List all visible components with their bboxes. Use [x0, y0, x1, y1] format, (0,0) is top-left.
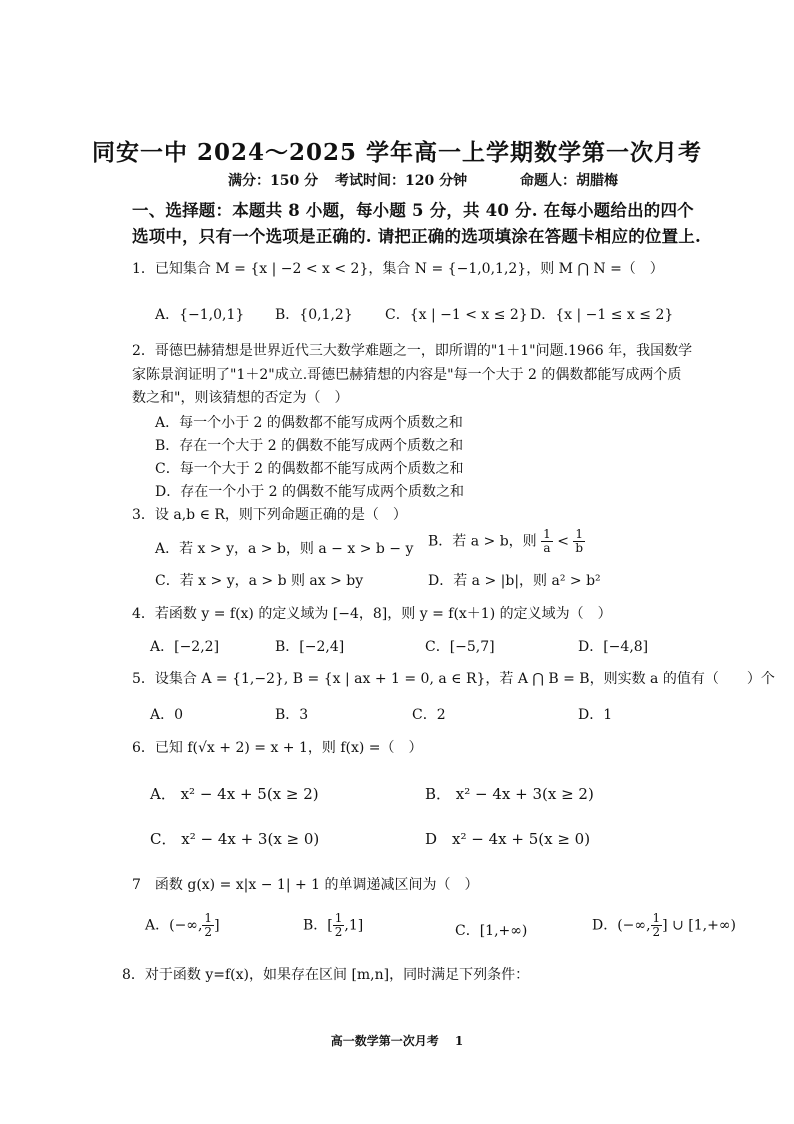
section-heading-line2: 选项中，只有一个选项是正确的. 请把正确的选项填涂在答题卡相应的位置上. — [132, 227, 701, 246]
q7-option-d-den: 2 — [652, 925, 661, 939]
q5-option-a: A．0 — [150, 707, 184, 723]
q5-option-c: C．2 — [412, 707, 446, 723]
exam-title: 同安一中 2024～2025 学年高一上学期数学第一次月考 — [91, 139, 703, 166]
q3-fraction-2-num: 1 — [575, 527, 584, 541]
q5-option-d: D．1 — [578, 707, 613, 723]
q3-fraction-1-num: 1 — [543, 527, 551, 541]
q3-option-b-text: B．若 a > b，则 — [428, 533, 537, 550]
q6-stem: 6．已知 f(√x + 2) = x + 1，则 f(x) =（ ） — [132, 740, 423, 756]
q6-option-b: B． x² − 4x + 3(x ≥ 2) — [425, 785, 594, 803]
q7-option-d — [592, 912, 736, 939]
q2-option-c: C．每一个大于 2 的偶数都不能写成两个质数之和 — [155, 461, 464, 477]
q8-stem: 8．对于函数 y=f(x)，如果存在区间 [m,n]，同时满足下列条件： — [122, 967, 530, 983]
q7-option-b-post: ,1] — [344, 917, 364, 934]
q4-option-a: A．[−2,2] — [150, 639, 220, 655]
q3-stem: 3．设 a,b ∈ R，则下列命题正确的是（ ） — [132, 507, 407, 523]
q3-fraction-1-den: a — [543, 541, 551, 555]
q7-option-b-num: 1 — [334, 911, 343, 925]
q7-option-a-den: 2 — [204, 925, 213, 939]
q7-option-b — [303, 912, 363, 939]
q7-option-a-post: ] — [214, 917, 220, 934]
q2-option-d: D．存在一个小于 2 的偶数不能写成两个质数之和 — [155, 484, 465, 500]
q7-option-b-den: 2 — [334, 925, 343, 939]
q2-stem-line1: 2．哥德巴赫猜想是世界近代三大数学难题之一，即所谓的"1＋1"问题.1966 年，我国数学 — [132, 343, 693, 359]
q3-option-b — [428, 528, 585, 555]
q3-fraction-2-den: b — [575, 541, 584, 555]
q2-option-b: B．存在一个大于 2 的偶数不能写成两个质数之和 — [155, 438, 464, 454]
q1-option-b: B．{0,1,2} — [275, 307, 353, 323]
q4-option-d: D．[−4,8] — [578, 639, 649, 655]
q2-stem-line2: 家陈景润证明了"1＋2"成立.哥德巴赫猜想的内容是"每一个大于 2 的偶数都能写成两个质 — [132, 367, 682, 383]
q3-option-d: D．若 a > |b|，则 a² > b² — [428, 573, 601, 589]
q7-option-d-num: 1 — [652, 911, 661, 925]
q6-option-a: A． x² − 4x + 5(x ≥ 2) — [150, 785, 319, 803]
q3-less-than: < — [557, 533, 569, 550]
q7-option-a-pre: A．(−∞, — [145, 917, 203, 934]
q5-stem: 5．设集合 A = {1,−2}, B = {x | ax + 1 = 0, a ∈ R}，若 A ⋂ B = B，则实数 a 的值有（ ）个 — [132, 671, 775, 687]
q5-option-b: B．3 — [275, 707, 309, 723]
q3-fraction-1 — [541, 528, 553, 555]
exam-time: 考试时间：120 分钟 — [335, 173, 468, 189]
q7-option-a-num: 1 — [204, 911, 213, 925]
q2-option-a: A．每一个小于 2 的偶数都不能写成两个质数之和 — [155, 415, 463, 431]
q7-option-a — [145, 912, 220, 939]
q7-option-d-fraction — [651, 912, 663, 939]
q1-option-c: C．{x | −1 < x ≤ 2} — [385, 307, 528, 323]
q7-option-b-fraction — [333, 912, 345, 939]
q4-option-c: C．[−5,7] — [425, 639, 495, 655]
author: 命题人：胡腊梅 — [520, 173, 618, 189]
q1-option-a: A．{−1,0,1} — [155, 307, 245, 323]
q1-stem: 1．已知集合 M = {x | −2 < x < 2}，集合 N = {−1,0,1,2}，则 M ⋂ N =（ ） — [132, 261, 664, 277]
full-score: 满分：150 分 — [228, 173, 319, 189]
q2-stem-line3: 数之和"，则该猜想的否定为（ ） — [132, 390, 349, 406]
q7-option-d-pre: D．(−∞, — [592, 917, 651, 934]
q1-option-d: D．{x | −1 ≤ x ≤ 2} — [530, 307, 674, 323]
q6-option-c: C． x² − 4x + 3(x ≥ 0) — [150, 830, 320, 848]
q7-stem: 7 函数 g(x) = x|x − 1| + 1 的单调递减区间为（ ） — [132, 877, 479, 893]
q3-fraction-2 — [573, 528, 585, 555]
q7-option-d-post: ] ∪ [1,+∞) — [662, 917, 736, 934]
q3-option-c: C．若 x > y，a > b 则 ax > by — [155, 573, 364, 589]
q7-option-b-pre: B．[ — [303, 917, 333, 934]
q7-option-a-fraction — [202, 912, 214, 939]
q4-stem: 4．若函数 y = f(x) 的定义域为 [−4，8]，则 y = f(x＋1) 的定义域为（ ） — [132, 606, 612, 622]
q3-option-a: A．若 x > y，a > b，则 a − x > b − y — [155, 541, 414, 557]
q6-option-d: D x² − 4x + 5(x ≥ 0) — [425, 830, 591, 848]
section-heading-line1: 一、选择题：本题共 8 小题，每小题 5 分，共 40 分. 在每小题给出的四个 — [132, 201, 694, 220]
page-footer: 高一数学第一次月考 1 — [330, 1034, 464, 1048]
q4-option-b: B．[−2,4] — [275, 639, 345, 655]
q7-option-c: C．[1,+∞) — [455, 923, 528, 939]
